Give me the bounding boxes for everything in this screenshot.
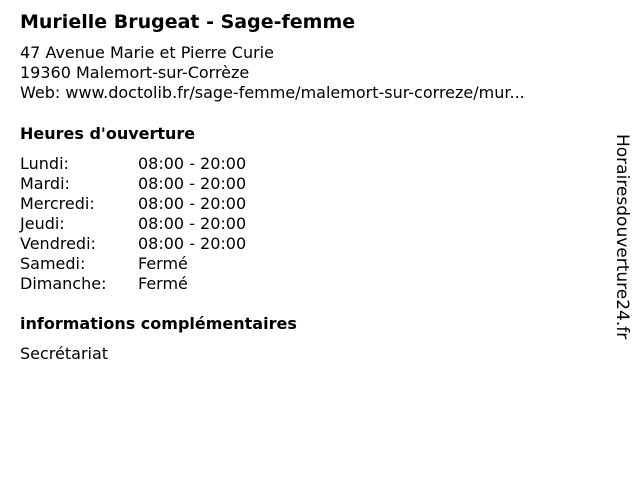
day-label: Dimanche: xyxy=(20,274,107,293)
day-label: Lundi: xyxy=(20,154,69,173)
hours-value: Fermé xyxy=(138,254,188,273)
hours-row-saturday xyxy=(20,254,320,274)
hours-value: 08:00 - 20:00 xyxy=(138,194,247,213)
day-label: Mercredi: xyxy=(20,194,95,213)
opening-hours-heading: Heures d'ouverture xyxy=(20,124,196,143)
day-label: Mardi: xyxy=(20,174,70,193)
day-label: Jeudi: xyxy=(20,214,65,233)
hours-row-sunday xyxy=(20,274,320,294)
day-label: Vendredi: xyxy=(20,234,96,253)
additional-info-heading: informations complémentaires xyxy=(20,314,297,333)
opening-hours-table xyxy=(20,154,320,294)
hours-value: 08:00 - 20:00 xyxy=(138,214,247,233)
hours-value: Fermé xyxy=(138,274,188,293)
website-link[interactable]: Web: www.doctolib.fr/sage-femme/malemort-sur-correze/mur... xyxy=(20,83,525,102)
watermark-text: Horairesdouverture24.fr xyxy=(612,134,632,340)
day-label: Samedi: xyxy=(20,254,86,273)
page-title: Murielle Brugeat - Sage-femme xyxy=(20,11,356,33)
hours-value: 08:00 - 20:00 xyxy=(138,174,247,193)
hours-row-wednesday xyxy=(20,194,320,214)
hours-row-friday xyxy=(20,234,320,254)
address-city: 19360 Malemort-sur-Corrèze xyxy=(20,63,250,82)
address-block xyxy=(20,43,525,103)
hours-row-tuesday xyxy=(20,174,320,194)
additional-info-text: Secrétariat xyxy=(20,344,109,363)
hours-row-monday xyxy=(20,154,320,174)
site-watermark xyxy=(612,134,636,344)
hours-row-thursday xyxy=(20,214,320,234)
hours-value: 08:00 - 20:00 xyxy=(138,154,247,173)
address-street: 47 Avenue Marie et Pierre Curie xyxy=(20,43,274,62)
hours-value: 08:00 - 20:00 xyxy=(138,234,247,253)
